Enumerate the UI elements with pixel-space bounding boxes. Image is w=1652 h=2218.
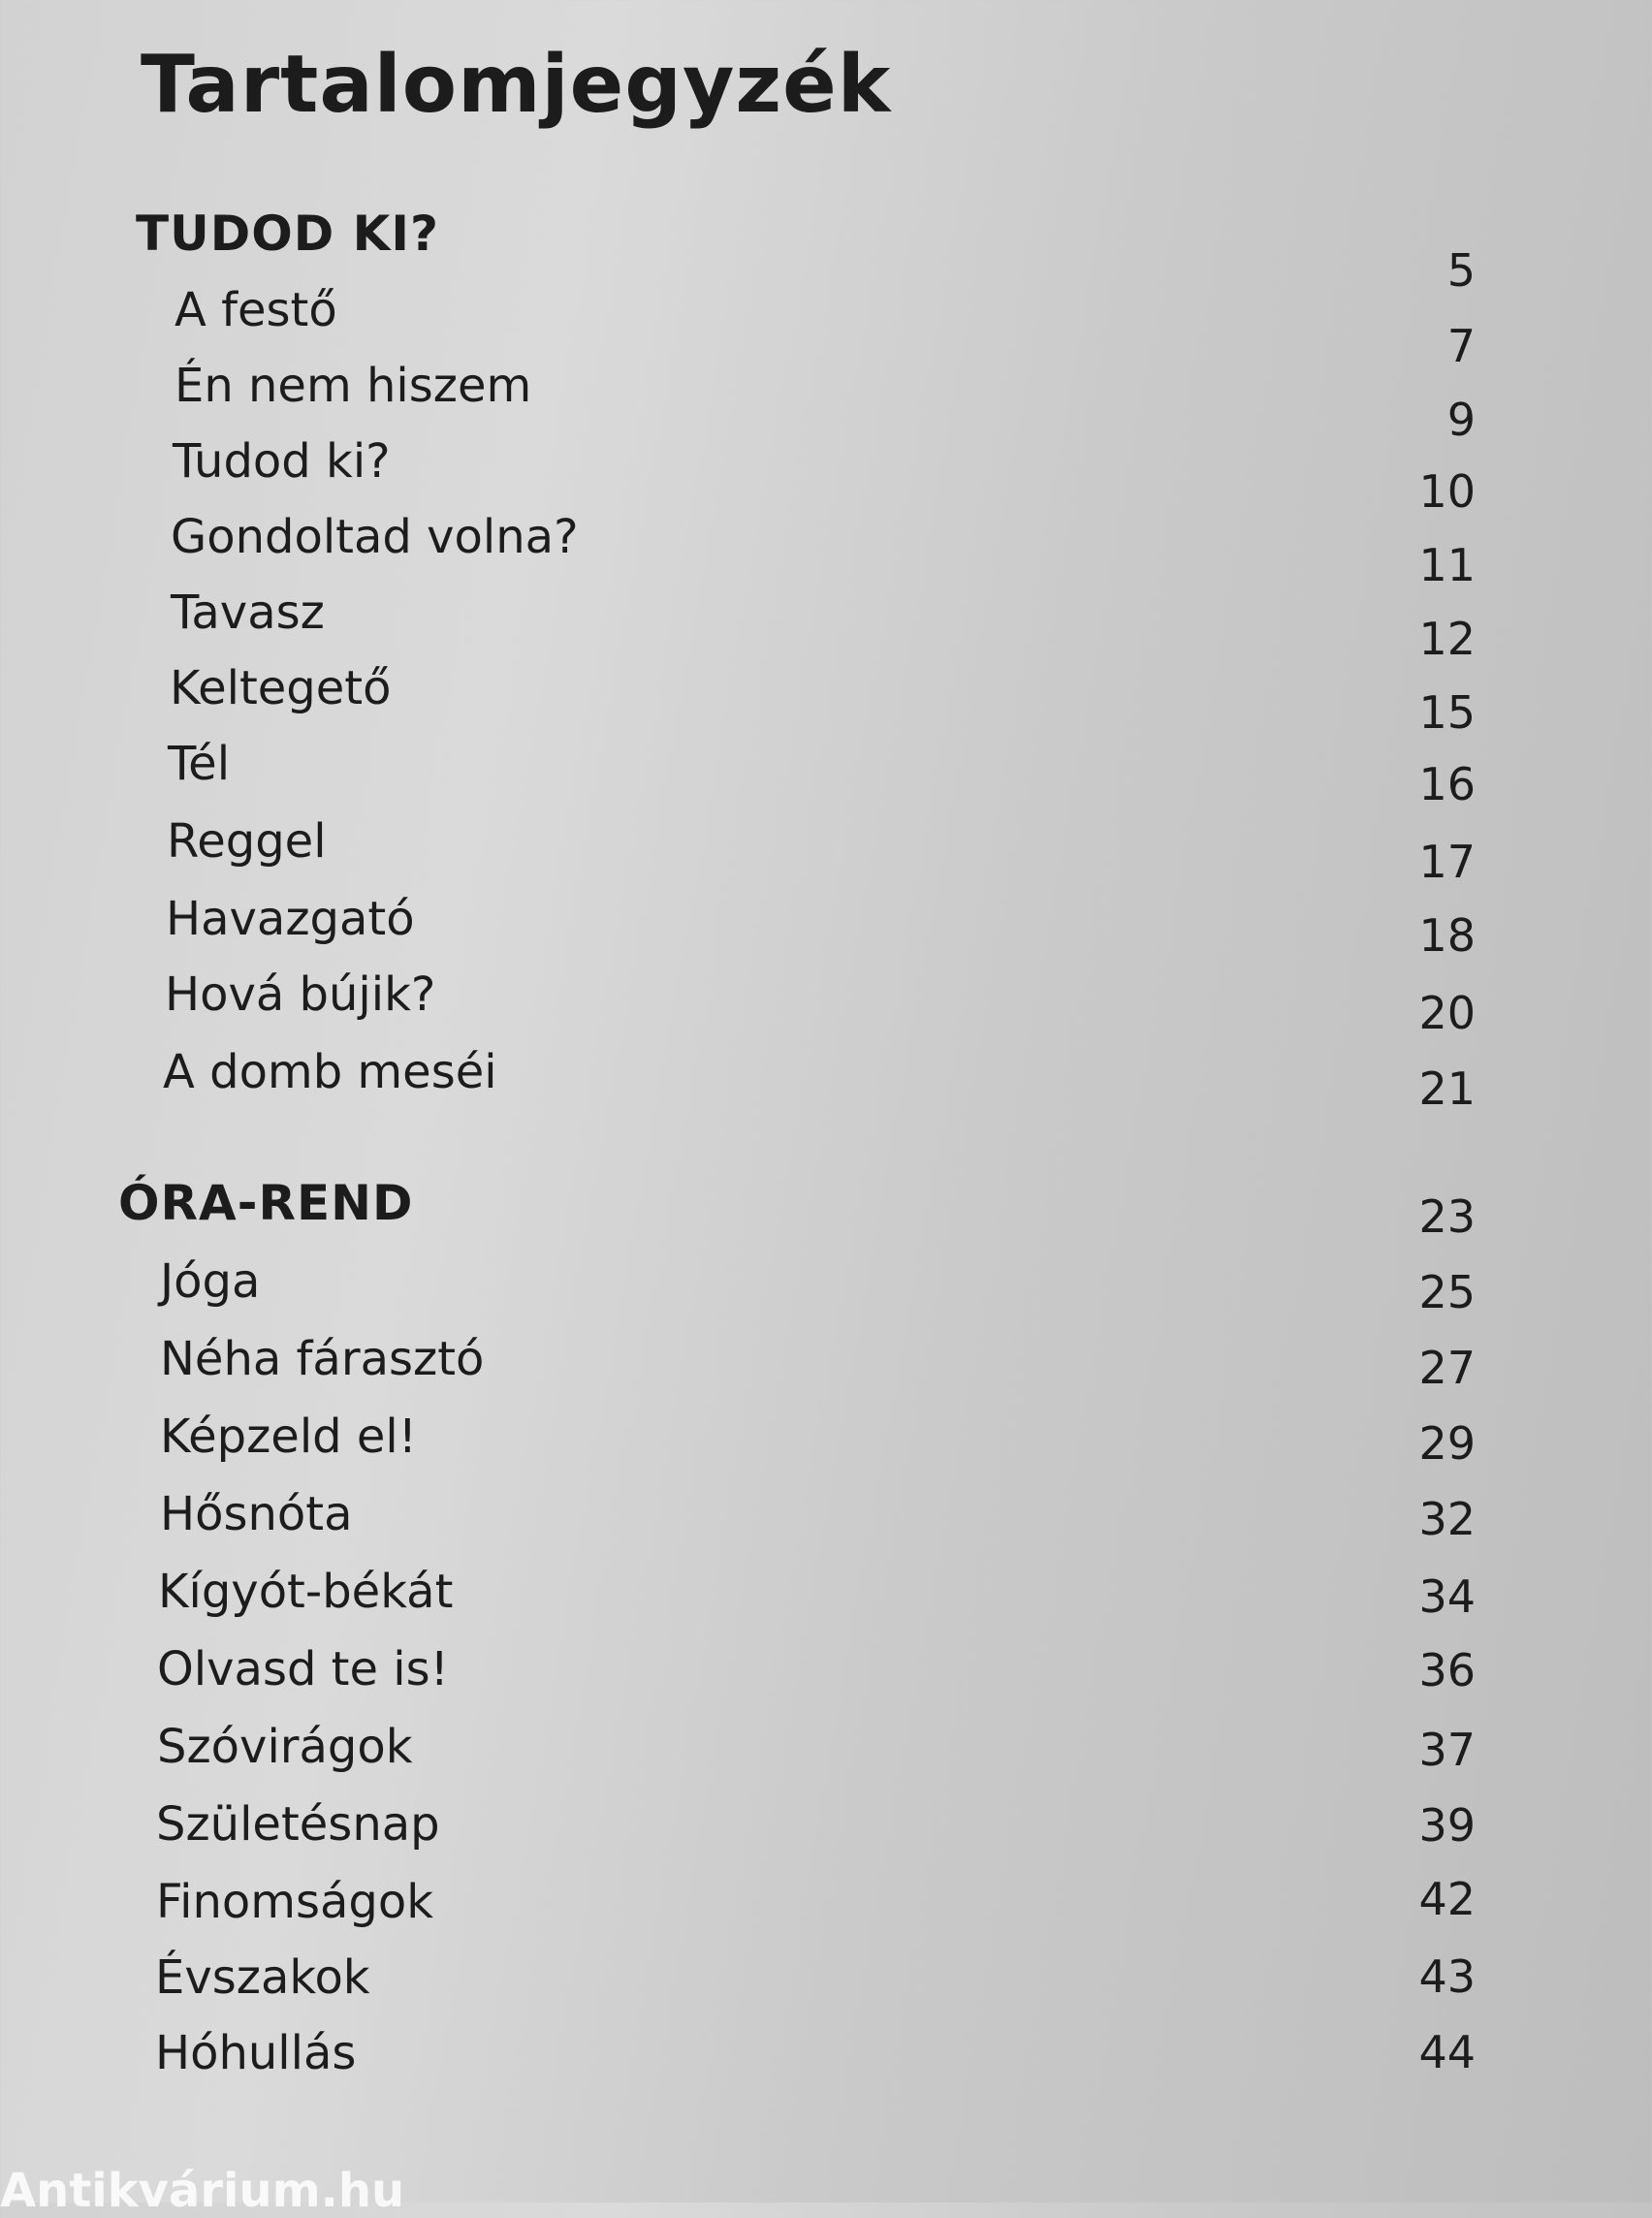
toc-page-number: 11 [1418, 539, 1476, 591]
toc-entry: Gondoltad volna? [171, 510, 579, 564]
toc-entry: Keltegető [170, 661, 392, 715]
section-page-number: 5 [1446, 244, 1476, 297]
toc-page-number: 17 [1418, 836, 1476, 888]
section-page-number: 23 [1418, 1190, 1476, 1243]
toc-page-number: 7 [1446, 320, 1476, 372]
toc-entry: Hová bújik? [165, 967, 436, 1022]
toc-page-number: 29 [1418, 1417, 1476, 1470]
toc-entry: A domb meséi [163, 1045, 497, 1099]
toc-entry: Tél [168, 737, 231, 791]
toc-entry: Képzeld el! [160, 1410, 417, 1464]
toc-page-number: 42 [1418, 1873, 1476, 1925]
toc-entry: Olvasd te is! [157, 1642, 449, 1696]
toc-entry: Szóvirágok [157, 1720, 413, 1774]
toc-entry: Néha fárasztó [160, 1332, 485, 1386]
section-title-tudod-ki: TUDOD KI? [136, 206, 439, 262]
toc-page-number: 15 [1418, 686, 1476, 739]
toc-page-number: 10 [1418, 465, 1476, 518]
toc-entry: Kígyót-békát [158, 1565, 454, 1619]
toc-page-number: 25 [1418, 1266, 1476, 1318]
toc-page-number: 27 [1418, 1342, 1476, 1394]
toc-entry: Hősnóta [160, 1487, 353, 1541]
toc-page-number: 21 [1418, 1062, 1476, 1115]
toc-entry: Tudod ki? [173, 434, 391, 489]
toc-page-number: 39 [1418, 1799, 1476, 1852]
toc-page-number: 12 [1418, 613, 1476, 665]
toc-entry: Reggel [167, 814, 327, 869]
toc-entry: A festő [175, 283, 337, 337]
watermark: Antikvárium.hu [0, 2164, 405, 2218]
toc-entry: Finomságok [156, 1875, 434, 1929]
toc-page-number: 37 [1418, 1724, 1476, 1776]
toc-entry: Tavasz [171, 586, 325, 640]
toc-page-number: 9 [1446, 394, 1476, 446]
toc-entry: Havazgató [166, 892, 415, 946]
toc-page-number: 43 [1418, 1950, 1476, 2003]
section-title-ora-rend: ÓRA-REND [118, 1175, 414, 1231]
page-title: Tartalomjegyzék [141, 39, 892, 131]
toc-page-number: 16 [1418, 758, 1476, 810]
toc-page-number: 18 [1418, 909, 1476, 962]
toc-page-number: 44 [1418, 2026, 1476, 2078]
toc-entry: Születésnap [156, 1797, 440, 1852]
toc-page-number: 36 [1418, 1644, 1476, 1696]
toc-entry: Hóhullás [155, 2026, 357, 2080]
toc-page-number: 32 [1418, 1493, 1476, 1545]
toc-entry: Évszakok [155, 1950, 370, 2005]
toc-entry: Én nem hiszem [175, 359, 532, 413]
toc-page-number: 34 [1418, 1570, 1476, 1623]
toc-page-number: 20 [1418, 987, 1476, 1039]
toc-entry: Jóga [160, 1254, 261, 1309]
